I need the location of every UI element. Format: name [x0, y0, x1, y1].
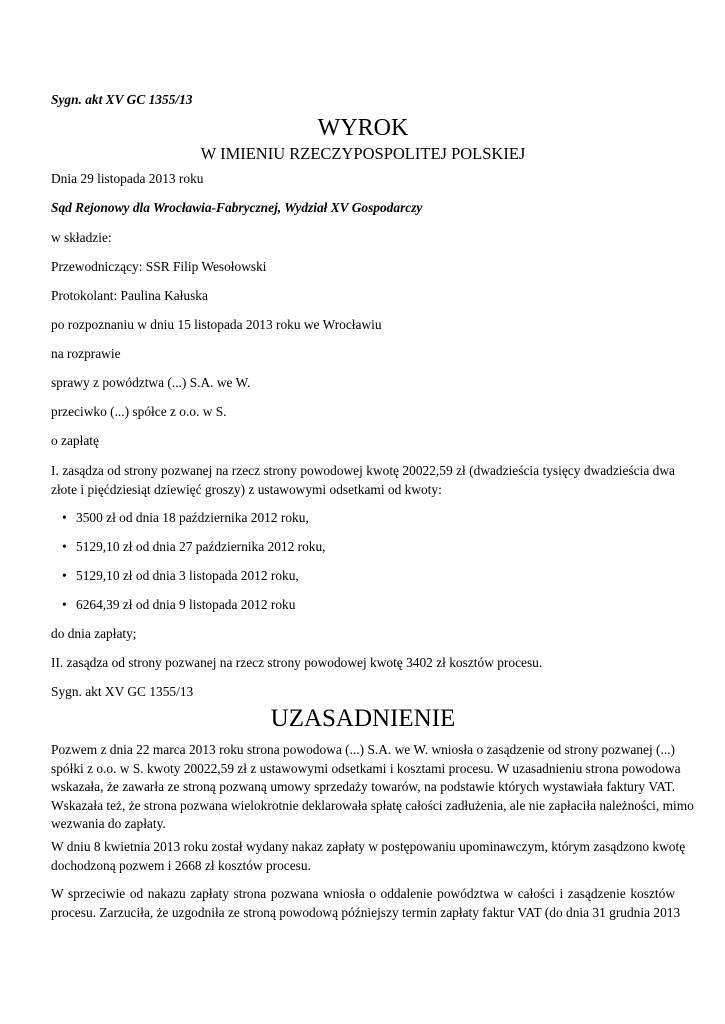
paragraph-line: dochodzoną pozwem i 2668 zł kosztów procesu.: [51, 857, 311, 873]
until-payment: do dnia zapłaty;: [51, 626, 137, 641]
justification-paragraph-3: [51, 885, 681, 922]
list-item: • 6264,39 zł od dnia 9 listopada 2012 roku: [62, 597, 296, 612]
bullet-icon: •: [62, 510, 67, 525]
ruling-point-one-line: złote i pięćdziesiąt dziewięć groszy) z ustawowymi odsetkami od kwoty:: [51, 481, 442, 497]
court-clerk: Protokolant: Paulina Kałuska: [51, 288, 208, 303]
hearing-info: po rozpoznaniu w dniu 15 listopada 2013 roku we Wrocławiu: [51, 317, 382, 332]
paragraph-line: Pozwem z dnia 22 marca 2013 roku strona powodowa (...) S.A. we W. wniosła o zasądzenie od strony pozwanej (...): [51, 742, 675, 757]
justification-paragraph-2: [51, 838, 686, 875]
defendant-line: przeciwko (...) spółce z o.o. w S.: [51, 404, 227, 419]
paragraph-line: W sprzeciwie od nakazu zapłaty strona pozwana wniosła o oddalenie powództwa w całości i zasądzenie kosztów: [51, 886, 675, 901]
case-number-header: Sygn. akt XV GC 1355/13: [51, 92, 193, 107]
date-line: Dnia 29 listopada 2013 roku: [51, 171, 204, 186]
subject-line: o zapłatę: [51, 433, 99, 448]
paragraph-line: wezwania do zapłaty.: [51, 816, 166, 831]
ruling-point-two: II. zasądza od strony pozwanej na rzecz strony powodowej kwotę 3402 zł kosztów procesu.: [51, 655, 543, 670]
court-name: Sąd Rejonowy dla Wrocławia-Fabrycznej, Wydział XV Gospodarczy: [51, 200, 423, 215]
paragraph-line: Wskazała też, że strona pozwana wielokrotnie deklarowała spłatę całości zadłużenia, ale nie zapłaciła należności, mimo: [51, 797, 694, 813]
trial-label: na rozprawie: [51, 346, 121, 361]
justification-paragraph-1: [51, 741, 694, 834]
judgment-title: WYROK: [317, 115, 409, 141]
paragraph-line: W dniu 8 kwietnia 2013 roku został wydany nakaz zapłaty w postępowaniu upominawczym, którym zasądzono kwotę: [51, 839, 686, 854]
paragraph-line: wskazała, że zawarła ze stroną pozwaną umowy sprzedaży towarów, na podstawie których wystawiała faktury VAT.: [51, 779, 675, 794]
justification-title: UZASADNIENIE: [270, 705, 456, 732]
presiding-judge: Przewodniczący: SSR Filip Wesołowski: [51, 259, 267, 274]
ruling-point-one-line: I. zasądza od strony pozwanej na rzecz strony powodowej kwotę 20022,59 zł (dwadzieścia tysięcy dwadzieścia dwa: [51, 463, 675, 478]
list-item: • 5129,10 zł od dnia 27 października 2012 roku,: [62, 539, 326, 554]
composition-label: w składzie:: [51, 230, 112, 245]
bullet-icon: •: [62, 568, 67, 583]
bullet-icon: •: [62, 539, 67, 554]
list-item: • 3500 zł od dnia 18 października 2012 roku,: [62, 510, 309, 525]
case-number-repeat: Sygn. akt XV GC 1355/13: [51, 684, 194, 699]
paragraph-line: procesu. Zarzuciła, że uzgodniła ze stroną powodową późniejszy termin zapłaty faktur VAT (do dnia 31 grudnia 2013: [51, 904, 681, 920]
plaintiff-line: sprawy z powództwa (...) S.A. we W.: [51, 375, 251, 390]
list-item: • 5129,10 zł od dnia 3 listopada 2012 roku,: [62, 568, 299, 583]
judgment-subtitle: W IMIENIU RZECZYPOSPOLITEJ POLSKIEJ: [200, 144, 526, 163]
bullet-icon: •: [62, 597, 67, 612]
paragraph-line: spółki z o.o. w S. kwoty 20022,59 zł z ustawowymi odsetkami i kosztami procesu. W uzasadnieniu strona powodowa: [51, 760, 681, 776]
ruling-point-one: [51, 462, 675, 499]
